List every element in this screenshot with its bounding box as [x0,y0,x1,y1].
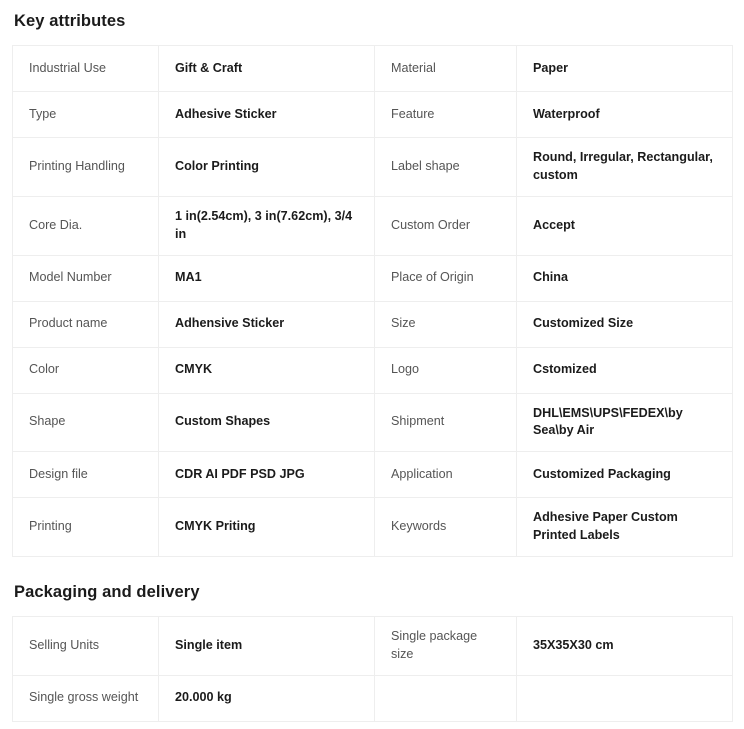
attribute-label: Industrial Use [13,46,159,92]
attribute-value: Accept [517,196,733,255]
table-row [13,92,733,138]
attribute-value: DHL\EMS\UPS\FEDEX\by Sea\by Air [517,393,733,452]
table-row [13,393,733,452]
attribute-value: 35X35X30 cm [517,617,733,676]
attribute-label: Printing Handling [13,138,159,197]
attribute-value: Cstomized [517,347,733,393]
attribute-value: 1 in(2.54cm), 3 in(7.62cm), 3/4 in [159,196,375,255]
attribute-label: Shape [13,393,159,452]
attribute-label: Core Dia. [13,196,159,255]
table-row [13,617,733,676]
table-row [13,46,733,92]
attribute-label: Place of Origin [375,255,517,301]
product-attributes-page [0,12,744,722]
attribute-label: Logo [375,347,517,393]
attribute-label: Feature [375,92,517,138]
attribute-label: Product name [13,301,159,347]
table-row [13,452,733,498]
attribute-value: Single item [159,617,375,676]
attribute-value: Paper [517,46,733,92]
attribute-value: Customized Size [517,301,733,347]
attribute-label: Single gross weight [13,675,159,721]
attribute-label: Size [375,301,517,347]
attribute-value: Customized Packaging [517,452,733,498]
attribute-value: Adhesive Paper Custom Printed Labels [517,498,733,557]
table-row [13,498,733,557]
table-row [13,196,733,255]
attribute-value: CMYK [159,347,375,393]
table-row [13,255,733,301]
attribute-label: Printing [13,498,159,557]
attribute-label: Material [375,46,517,92]
attribute-value: 20.000 kg [159,675,375,721]
attribute-value: MA1 [159,255,375,301]
packaging-section-title: Packaging and delivery [14,583,200,601]
attribute-value: Gift & Craft [159,46,375,92]
table-row [13,138,733,197]
attribute-value: Color Printing [159,138,375,197]
packaging-delivery-table [12,616,733,722]
attribute-label: Shipment [375,393,517,452]
attribute-label: Type [13,92,159,138]
attribute-value: CDR AI PDF PSD JPG [159,452,375,498]
attribute-value: Adhesive Sticker [159,92,375,138]
attribute-label: Model Number [13,255,159,301]
attribute-value-empty [517,675,733,721]
attribute-value: China [517,255,733,301]
attribute-value: CMYK Priting [159,498,375,557]
attribute-label: Selling Units [13,617,159,676]
attribute-label: Label shape [375,138,517,197]
table-row [13,301,733,347]
attribute-label-empty [375,675,517,721]
attribute-value: Adhensive Sticker [159,301,375,347]
attribute-label: Keywords [375,498,517,557]
key-attributes-table [12,45,733,557]
attribute-value: Custom Shapes [159,393,375,452]
attribute-value: Waterproof [517,92,733,138]
attribute-label: Color [13,347,159,393]
table-row [13,675,733,721]
attribute-value: Round, Irregular, Rectangular, custom [517,138,733,197]
attribute-label: Design file [13,452,159,498]
attribute-label: Custom Order [375,196,517,255]
table-row [13,347,733,393]
attribute-label: Application [375,452,517,498]
attribute-label: Single package size [375,617,517,676]
page-title: Key attributes [14,12,126,30]
